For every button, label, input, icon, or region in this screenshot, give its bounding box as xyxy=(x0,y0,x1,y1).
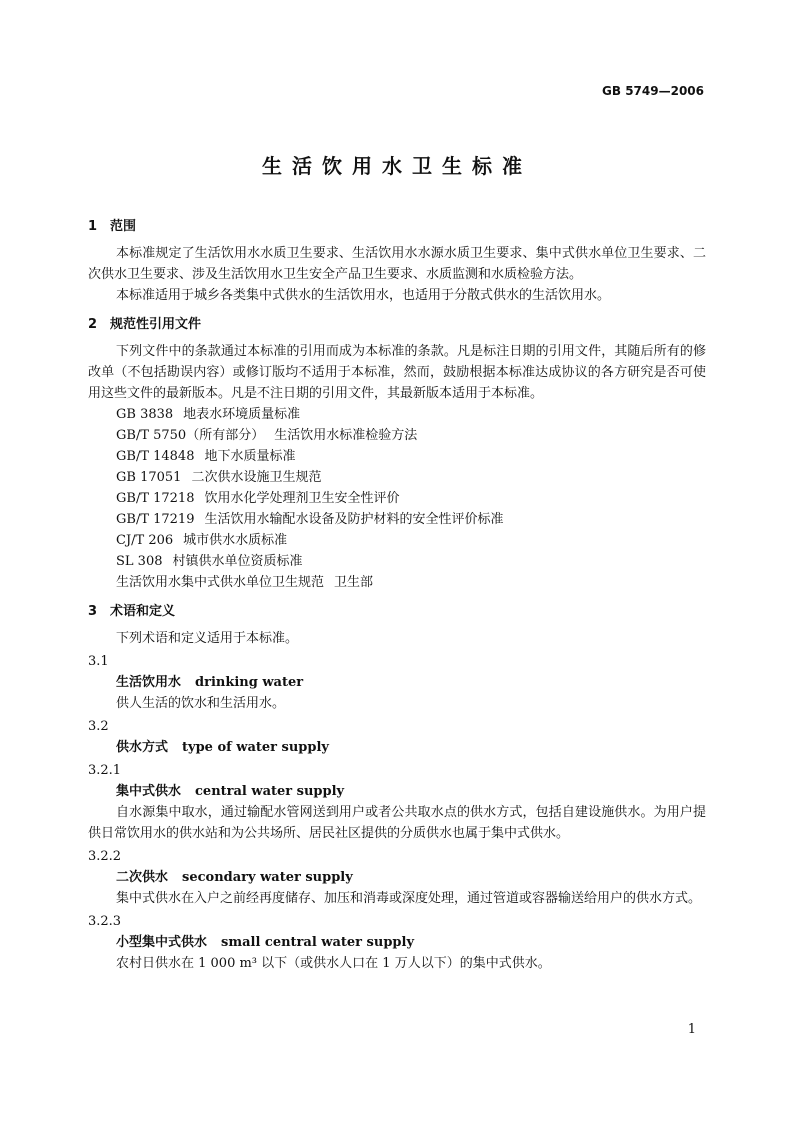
reference-code: GB 3838 xyxy=(116,407,174,422)
reference-code: CJ/T 206 xyxy=(116,533,174,548)
reference-item xyxy=(88,425,706,446)
paragraph: 本标准适用于城乡各类集中式供水的生活饮用水，也适用于分散式供水的生活饮用水。 xyxy=(116,288,611,303)
term-zh: 二次供水 xyxy=(116,870,169,885)
section-title: 范围 xyxy=(110,219,137,234)
reference-title: 城市供水水质标准 xyxy=(183,533,288,548)
section-heading xyxy=(88,314,706,335)
term-definition: 自水源集中取水，通过输配水管网送到用户或者公共取水点的供水方式，包括自建设施供水。为用户提供日常饮用水的供水站和为公共场所、居民社区提供的分质供水也属于集中式供水。 xyxy=(88,805,706,841)
term-entry xyxy=(88,932,706,953)
section-title: 术语和定义 xyxy=(110,604,176,619)
reference-item xyxy=(88,530,706,551)
reference-code: 生活饮用水集中式供水单位卫生规范 xyxy=(116,575,325,590)
reference-code: GB/T 17218 xyxy=(116,491,195,506)
reference-item xyxy=(88,446,706,467)
section-title: 规范性引用文件 xyxy=(110,317,202,332)
reference-title: 生活饮用水标准检验方法 xyxy=(274,428,418,443)
reference-title: 二次供水设施卫生规范 xyxy=(191,470,322,485)
term-en: type of water supply xyxy=(182,740,329,755)
clause-number: 3.2.1 xyxy=(88,763,122,778)
reference-title: 卫生部 xyxy=(334,575,374,590)
term-definition: 供人生活的饮水和生活用水。 xyxy=(116,696,286,711)
term-en: drinking water xyxy=(195,675,304,690)
term-entry xyxy=(88,867,706,888)
term-en: secondary water supply xyxy=(182,870,353,885)
standard-number: GB 5749—2006 xyxy=(602,84,704,98)
term-zh: 小型集中式供水 xyxy=(116,935,208,950)
clause-number: 3.2.3 xyxy=(88,914,122,929)
term-entry xyxy=(88,672,706,693)
reference-item xyxy=(88,467,706,488)
reference-title: 村镇供水单位资质标准 xyxy=(172,554,303,569)
section-number: 1 xyxy=(88,219,98,234)
reference-item xyxy=(88,572,706,593)
reference-title: 地下水质量标准 xyxy=(204,449,296,464)
section-number: 3 xyxy=(88,604,98,619)
document-body xyxy=(88,216,706,974)
reference-item xyxy=(88,404,706,425)
reference-code: GB 17051 xyxy=(116,470,182,485)
term-zh: 集中式供水 xyxy=(116,784,182,799)
term-entry xyxy=(88,781,706,802)
paragraph: 下列文件中的条款通过本标准的引用而成为本标准的条款。凡是标注日期的引用文件，其随后所有的修改单（不包括勘误内容）或修订版均不适用于本标准，然而，鼓励根据本标准达成协议的各方研究是否可使用这些文件的最新版本。凡是不注日期的引用文件，其最新版本适用于本标准。 xyxy=(88,344,706,401)
term-entry xyxy=(88,737,706,758)
reference-code: GB/T 17219 xyxy=(116,512,195,527)
term-en: central water supply xyxy=(195,784,345,799)
reference-code: GB/T 5750（所有部分） xyxy=(116,428,265,443)
reference-item xyxy=(88,509,706,530)
term-en: small central water supply xyxy=(221,935,415,950)
document-title: 生活饮用水卫生标准 xyxy=(262,154,532,178)
reference-title: 地表水环境质量标准 xyxy=(183,407,301,422)
term-definition: 集中式供水在入户之前经再度储存、加压和消毒或深度处理，通过管道或容器输送给用户的供水方式。 xyxy=(116,891,702,906)
clause-number: 3.1 xyxy=(88,654,109,669)
section-number: 2 xyxy=(88,317,98,332)
paragraph: 下列术语和定义适用于本标准。 xyxy=(116,631,299,646)
section-heading xyxy=(88,216,706,237)
section-heading xyxy=(88,601,706,622)
term-zh: 供水方式 xyxy=(116,740,169,755)
term-definition: 农村日供水在 1 000 m³ 以下（或供水人口在 1 万人以下）的集中式供水。 xyxy=(116,956,551,971)
clause-number: 3.2 xyxy=(88,719,109,734)
page-number: 1 xyxy=(687,1022,696,1037)
term-zh: 生活饮用水 xyxy=(116,675,182,690)
reference-code: GB/T 14848 xyxy=(116,449,195,464)
reference-code: SL 308 xyxy=(116,554,163,569)
reference-item xyxy=(88,488,706,509)
reference-title: 饮用水化学处理剂卫生安全性评价 xyxy=(204,491,400,506)
reference-item xyxy=(88,551,706,572)
paragraph: 本标准规定了生活饮用水水质卫生要求、生活饮用水水源水质卫生要求、集中式供水单位卫生要求、二次供水卫生要求、涉及生活饮用水卫生安全产品卫生要求、水质监测和水质检验方法。 xyxy=(88,246,706,282)
reference-title: 生活饮用水输配水设备及防护材料的安全性评价标准 xyxy=(204,512,504,527)
clause-number: 3.2.2 xyxy=(88,849,122,864)
